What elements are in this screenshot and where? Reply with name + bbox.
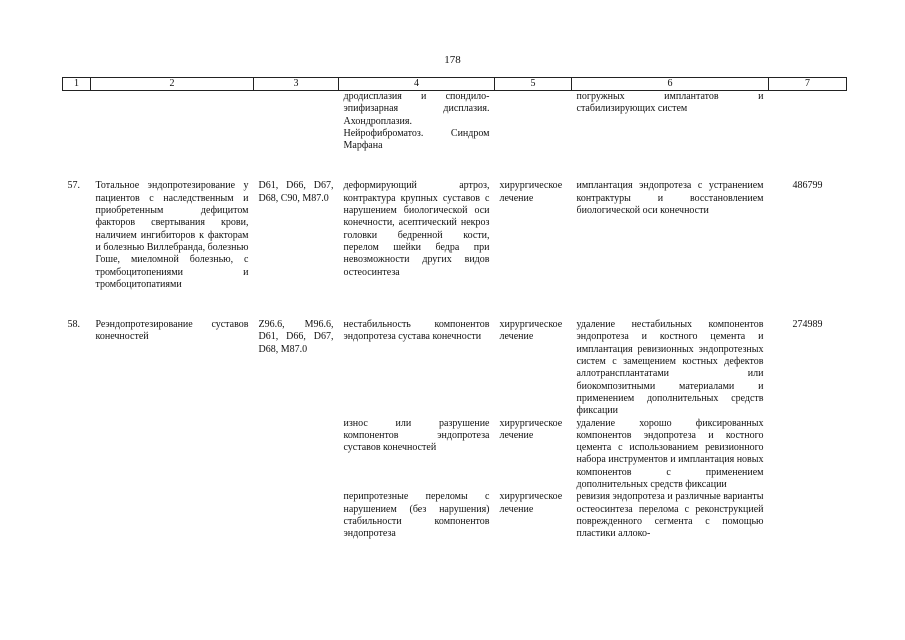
continuation-method: погружных имплантатов и стабилизирующих систем <box>576 91 764 115</box>
patient-condition: износ или разрушение компонентов эндопротеза суставов конечностей <box>343 417 490 454</box>
treatment-type: хирургическое лечение <box>499 491 563 515</box>
table-row <box>63 319 847 417</box>
row-number: 57. <box>67 180 80 192</box>
column-header-3: 3 <box>254 78 339 91</box>
treatment-method: удаление нестабильных компонентов эндопротеза и костного цемента и имплантация ревизионных эндопротезных систем с замещением костных дефектов аллотрансплантатами или биокомпозитными материалами и применением дополнительных средств фиксации <box>576 319 764 417</box>
treatment-method: имплантация эндопротеза с устранением контрактуры и восстановлением биологической оси конечности <box>576 180 764 217</box>
treatment-method: ревизия эндопротеза и различные варианты остеосинтеза перелома с реконструкцией поврежденного сегмента с помощью пластики аллоко- <box>576 491 764 540</box>
table-row <box>63 180 847 291</box>
table-subrow <box>63 491 847 540</box>
column-header-1: 1 <box>63 78 91 91</box>
column-header-4: 4 <box>339 78 495 91</box>
procedures-table <box>62 77 847 541</box>
page-number: 178 <box>444 54 461 66</box>
column-header-2: 2 <box>91 78 254 91</box>
column-header-7: 7 <box>769 78 847 91</box>
continuation-condition: дродисплазия и спондило-эпифизарная дисплазия. Ахондроплазия. Нейрофиброматоз. Синдром Марфана <box>343 91 490 152</box>
cost-value: 274989 <box>792 319 823 331</box>
procedure-name: Реэндопротезирование суставов конечностей <box>95 319 249 343</box>
column-number-row <box>63 78 847 91</box>
continuation-row <box>63 91 847 153</box>
treatment-type: хирургическое лечение <box>499 417 563 441</box>
patient-condition: деформирующий артроз, контрактура крупных суставов с нарушением биологической оси конечности, асептический некроз головки бедренной кости, перелом шейки бедра при невозможности других видов остеосинтеза <box>343 180 490 278</box>
patient-condition: нестабильность компонентов эндопротеза сустава конечности <box>343 319 490 343</box>
column-header-5: 5 <box>495 78 572 91</box>
diagnosis-codes: Z96.6, M96.6, D61, D66, D67, D68, M87.0 <box>258 319 334 355</box>
treatment-type: хирургическое лечение <box>499 319 563 343</box>
table-subrow <box>63 418 847 492</box>
treatment-type: хирургическое лечение <box>499 180 563 204</box>
treatment-method: удаление хорошо фиксированных компонентов эндопротеза и костного цемента с использованием ревизионного набора инструментов и имплантация новых компонентов с применением дополнительных средств фиксации <box>576 417 764 491</box>
diagnosis-codes: D61, D66, D67, D68, C90, M87.0 <box>258 180 334 204</box>
patient-condition: перипротезные переломы с нарушением (без нарушения) стабильности компонентов эндопротеза <box>343 491 490 540</box>
procedure-name: Тотальное эндопротезирование у пациентов с наследственным и приобретенным дефицитом факторов свертывания крови, наличием ингибиторов к факторам и болезнью Виллебранда, болезнью Гоше, миеломной болезнью, с тромбоцитопениями и тромбоцитопатиями <box>95 180 249 290</box>
column-header-6: 6 <box>572 78 769 91</box>
cost-value: 486799 <box>792 180 823 192</box>
row-number: 58. <box>67 319 80 331</box>
